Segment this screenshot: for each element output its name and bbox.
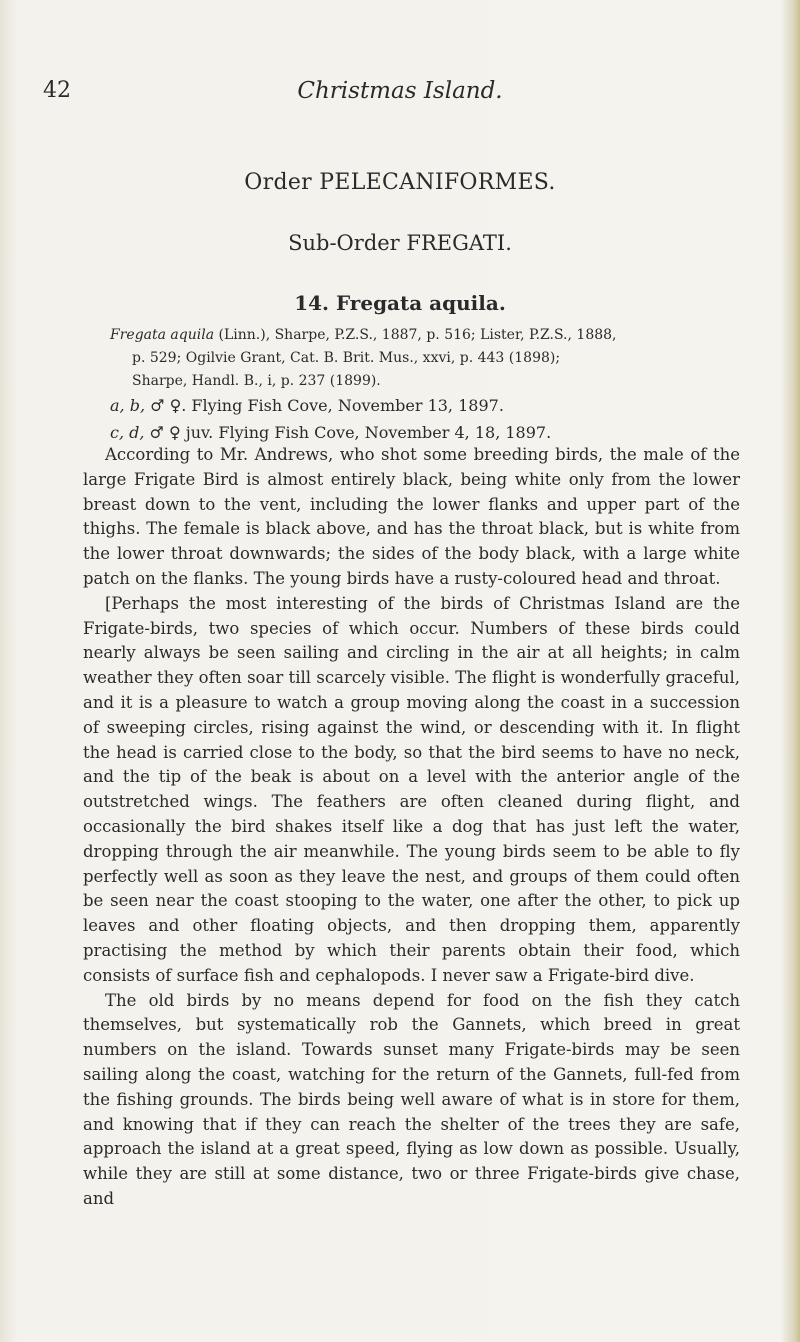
synonymy-line: p. 529; Ogilvie Grant, Cat. B. Brit. Mus., xxvi, p. 443 (1898);	[132, 350, 561, 366]
body-text	[83, 443, 740, 1212]
specimen-entry	[110, 392, 740, 419]
specimen-entry	[110, 419, 740, 446]
suborder-heading: Sub-Order FREGATI.	[288, 231, 512, 255]
body-paragraph: According to Mr. Andrews, who shot some breeding birds, the male of the large Frigate Bird is almost entirely black, being white only from the lower breast down to the vent, including the lower flanks and upper part of the thighs. The female is black above, and has the throat black, but is white from the lower throat downwards; the sides of the body black, with a large white patch on the flanks. The young birds have a rusty-coloured head and throat.	[83, 445, 740, 588]
running-head	[0, 78, 800, 108]
synonymy-line	[110, 324, 740, 347]
body-paragraph: [Perhaps the most interesting of the birds of Christmas Island are the Frigate-birds, two species of which occur. Numbers of these birds could nearly always be seen sailing and circling in the air at all heights; in calm weather they often soar till scarcely visible. The flight is wonderfully graceful, and it is a pleasure to watch a group moving along the coast in a succession of sweeping circles, rising against the wind, or descending with it. In flight the head is carried close to the body, so that the bird seems to have no neck, and the tip of the beak is about on a level with the anterior angle of the outstretched wings. The feathers are often cleaned during flight, and occasionally the bird shakes itself like a dog that has just left the water, dropping through the air meanwhile. The young birds seem to be able to fly perfectly well as soon as they leave the nest, and groups of them could often be seen near the coast stooping to the water, one after the other, to pick up leaves and other floating objects, and then dropping them, apparently practising the method by which their parents obtain their food, which consists of surface fish and cephalopods. I never saw a Frigate-bird dive.	[83, 593, 740, 985]
order-heading: Order PELECANIFORMES.	[244, 170, 556, 195]
synonymy-line: Sharpe, Handl. B., i, p. 237 (1899).	[132, 373, 381, 389]
taxon-name: Fregata aquila	[110, 327, 215, 343]
specimen-list	[110, 392, 740, 446]
body-paragraph: The old birds by no means depend for food on the fish they catch themselves, but systematically rob the Gannets, which breed in great numbers on the island. Towards sunset many Frigate-birds may be seen sailing along the coast, watching for the return of the Gannets, full-fed from the fishing grounds. The birds being well aware of what is in store for them, and knowing that if they can reach the shelter of the trees they are safe, approach the island at a great speed, flying as low down as possible. Usually, while they are still at some distance, two or three Frigate-birds give chase, and	[83, 990, 740, 1208]
specimen-details: ♂ ♀. Flying Fish Cove, November 13, 1897.	[145, 396, 504, 415]
page-number: 42	[43, 78, 71, 103]
specimen-labels: c, d,	[110, 423, 145, 442]
specimen-details: ♂ ♀ juv. Flying Fish Cove, November 4, 18, 1897.	[144, 423, 552, 442]
running-title: Christmas Island.	[297, 78, 503, 104]
specimen-labels: a, b,	[110, 396, 146, 415]
species-heading: 14. Fregata aquila.	[294, 291, 506, 315]
synonymy-block	[110, 324, 740, 393]
synonymy-reference: (Linn.), Sharpe, P.Z.S., 1887, p. 516; Lister, P.Z.S., 1888,	[214, 327, 617, 343]
